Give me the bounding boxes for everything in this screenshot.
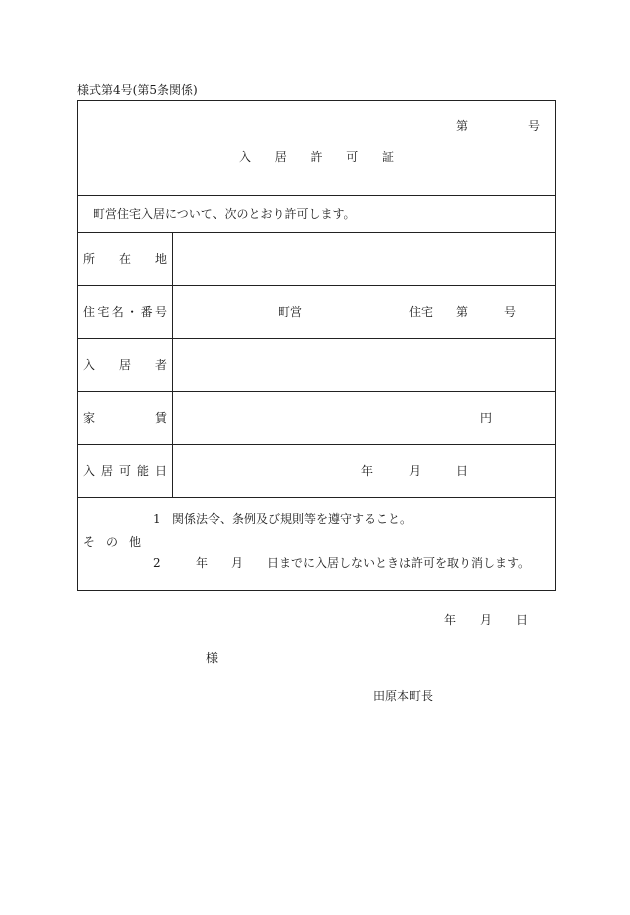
- divider-intro: [77, 232, 556, 233]
- issuer-name: 田原本町長: [373, 689, 434, 703]
- other-item-2-number: 2: [153, 556, 161, 570]
- form-number-label: 様式第4号(第5条関係): [77, 83, 198, 97]
- other-item-2-year: 年: [196, 556, 209, 570]
- title-char: 許: [310, 150, 323, 164]
- move-in-day: 日: [456, 464, 469, 478]
- other-label: そ の 他: [83, 535, 141, 549]
- housing-number-prefix: 第: [456, 305, 469, 319]
- other-item-2-month: 月: [231, 556, 244, 570]
- title-char: 可: [346, 150, 359, 164]
- title-char: 証: [381, 150, 394, 164]
- title-char: 居: [274, 150, 287, 164]
- issue-date-day: 日: [516, 613, 529, 627]
- divider-header: [77, 195, 556, 196]
- other-item-1-text: 関係法令、条例及び規則等を遵守すること。: [172, 512, 413, 526]
- issue-date-month: 月: [480, 613, 493, 627]
- permit-number-prefix: 第: [456, 119, 469, 133]
- housing-house-text: 住宅: [409, 305, 434, 319]
- move-in-month: 月: [409, 464, 422, 478]
- housing-number-suffix: 号: [504, 305, 517, 319]
- divider-rent: [77, 444, 556, 445]
- other-item-1-number: 1: [153, 512, 161, 526]
- divider-resident: [77, 391, 556, 392]
- permit-number-suffix: 号: [528, 119, 541, 133]
- move-in-date-label: 入 居 可 能 日: [83, 464, 167, 478]
- location-label: 所 在 地: [83, 252, 167, 266]
- housing-name-label: 住 宅 名 ・ 番 号: [83, 305, 167, 319]
- title-char: 入: [239, 150, 252, 164]
- rent-unit: 円: [480, 411, 493, 425]
- label-column-divider: [172, 232, 173, 497]
- divider-location: [77, 285, 556, 286]
- divider-move-in: [77, 497, 556, 498]
- other-item-2-text: 日までに入居しないときは許可を取り消します。: [267, 556, 531, 570]
- resident-label: 入 居 者: [83, 358, 167, 372]
- issue-date-year: 年: [444, 613, 457, 627]
- move-in-year: 年: [361, 464, 374, 478]
- permit-title: [239, 151, 394, 163]
- intro-text: 町営住宅入居について、次のとおり許可します。: [93, 207, 356, 221]
- addressee-suffix: 様: [206, 651, 219, 665]
- rent-label: 家 賃: [83, 411, 167, 425]
- divider-housing: [77, 338, 556, 339]
- housing-town-text: 町営: [278, 305, 303, 319]
